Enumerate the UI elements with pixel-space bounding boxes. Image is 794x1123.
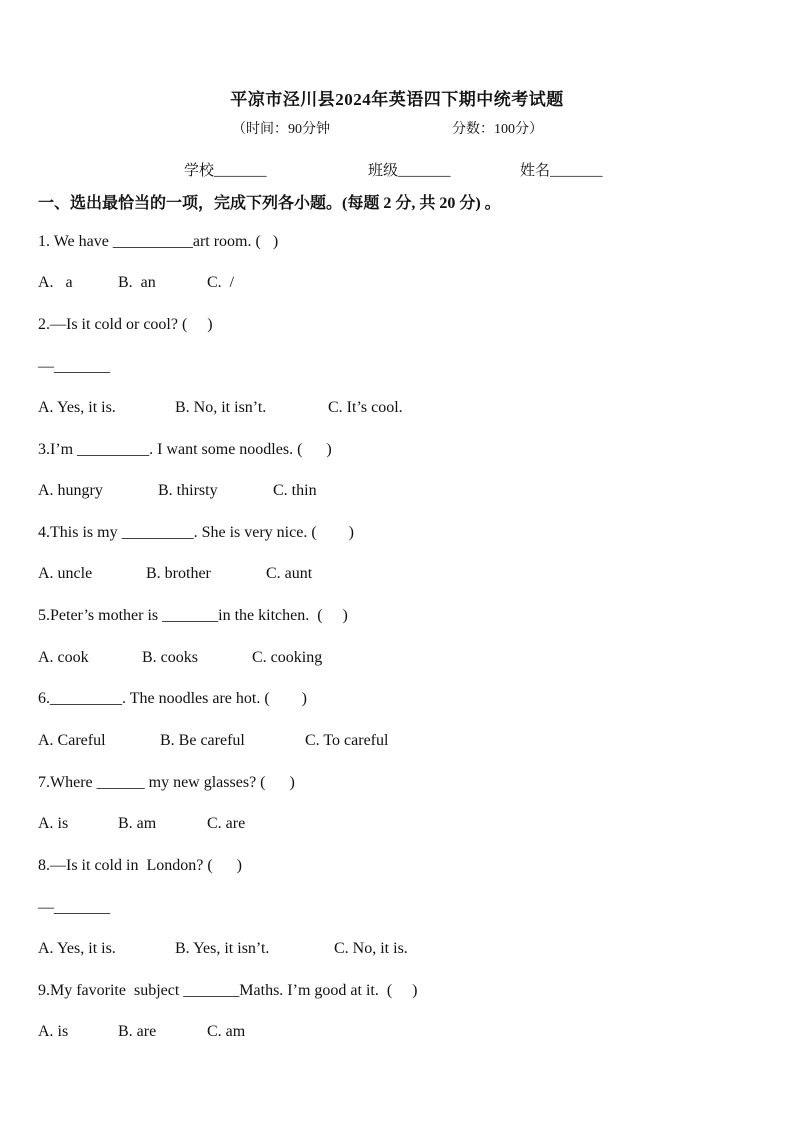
option-9c: C. am [207, 1023, 246, 1040]
question-9: 9.My favorite subject _______Maths. I’m good at it. ( ) [38, 982, 418, 999]
time-limit: （时间：90分钟 [232, 122, 330, 137]
answer-line-2: —_______ [38, 358, 110, 375]
option-8b: B. Yes, it isn’t. [175, 940, 270, 957]
question-8: 8.—Is it cold in London? ( ) [38, 857, 242, 874]
section-heading: 一、选出最恰当的一项，完成下列各小题。(每题 2 分, 共 20 分) 。 [38, 195, 501, 212]
option-7c: C. are [207, 815, 246, 832]
option-7b: B. am [118, 815, 157, 832]
name-field: 姓名_______ [520, 163, 603, 179]
option-8c: C. No, it is. [334, 940, 408, 957]
option-4a: A. uncle [38, 565, 93, 582]
option-5b: B. cooks [142, 649, 198, 666]
question-6: 6._________. The noodles are hot. ( ) [38, 690, 307, 707]
option-2b: B. No, it isn’t. [175, 399, 267, 416]
option-6c: C. To careful [305, 732, 389, 749]
option-5c: C. cooking [252, 649, 323, 666]
class-field: 班级_______ [368, 163, 451, 179]
option-6a: A. Careful [38, 732, 106, 749]
option-1b: B. an [118, 274, 156, 291]
total-score: 分数：100分） [452, 122, 543, 137]
option-4b: B. brother [146, 565, 211, 582]
question-7: 7.Where ______ my new glasses? ( ) [38, 774, 295, 791]
option-8a: A. Yes, it is. [38, 940, 116, 957]
option-3c: C. thin [273, 482, 317, 499]
question-5: 5.Peter’s mother is _______in the kitchen. ( ) [38, 607, 348, 624]
question-2: 2.—Is it cold or cool? ( ) [38, 316, 213, 333]
question-4: 4.This is my _________. She is very nice. ( ) [38, 524, 354, 541]
question-1: 1. We have __________art room. ( ) [38, 233, 279, 250]
option-5a: A. cook [38, 649, 89, 666]
option-4c: C. aunt [266, 565, 313, 582]
school-field: 学校_______ [184, 163, 267, 179]
option-3a: A. hungry [38, 482, 103, 499]
option-2c: C. It’s cool. [328, 399, 403, 416]
option-1c: C. / [207, 274, 235, 291]
option-2a: A. Yes, it is. [38, 399, 116, 416]
option-1a: A. a [38, 274, 73, 291]
question-3: 3.I’m _________. I want some noodles. ( ) [38, 441, 332, 458]
option-9b: B. are [118, 1023, 157, 1040]
option-6b: B. Be careful [160, 732, 245, 749]
answer-line-8: —_______ [38, 899, 110, 916]
option-3b: B. thirsty [158, 482, 218, 499]
option-7a: A. is [38, 815, 69, 832]
option-9a: A. is [38, 1023, 69, 1040]
page-title: 平凉市泾川县2024年英语四下期中统考试题 [230, 90, 564, 109]
